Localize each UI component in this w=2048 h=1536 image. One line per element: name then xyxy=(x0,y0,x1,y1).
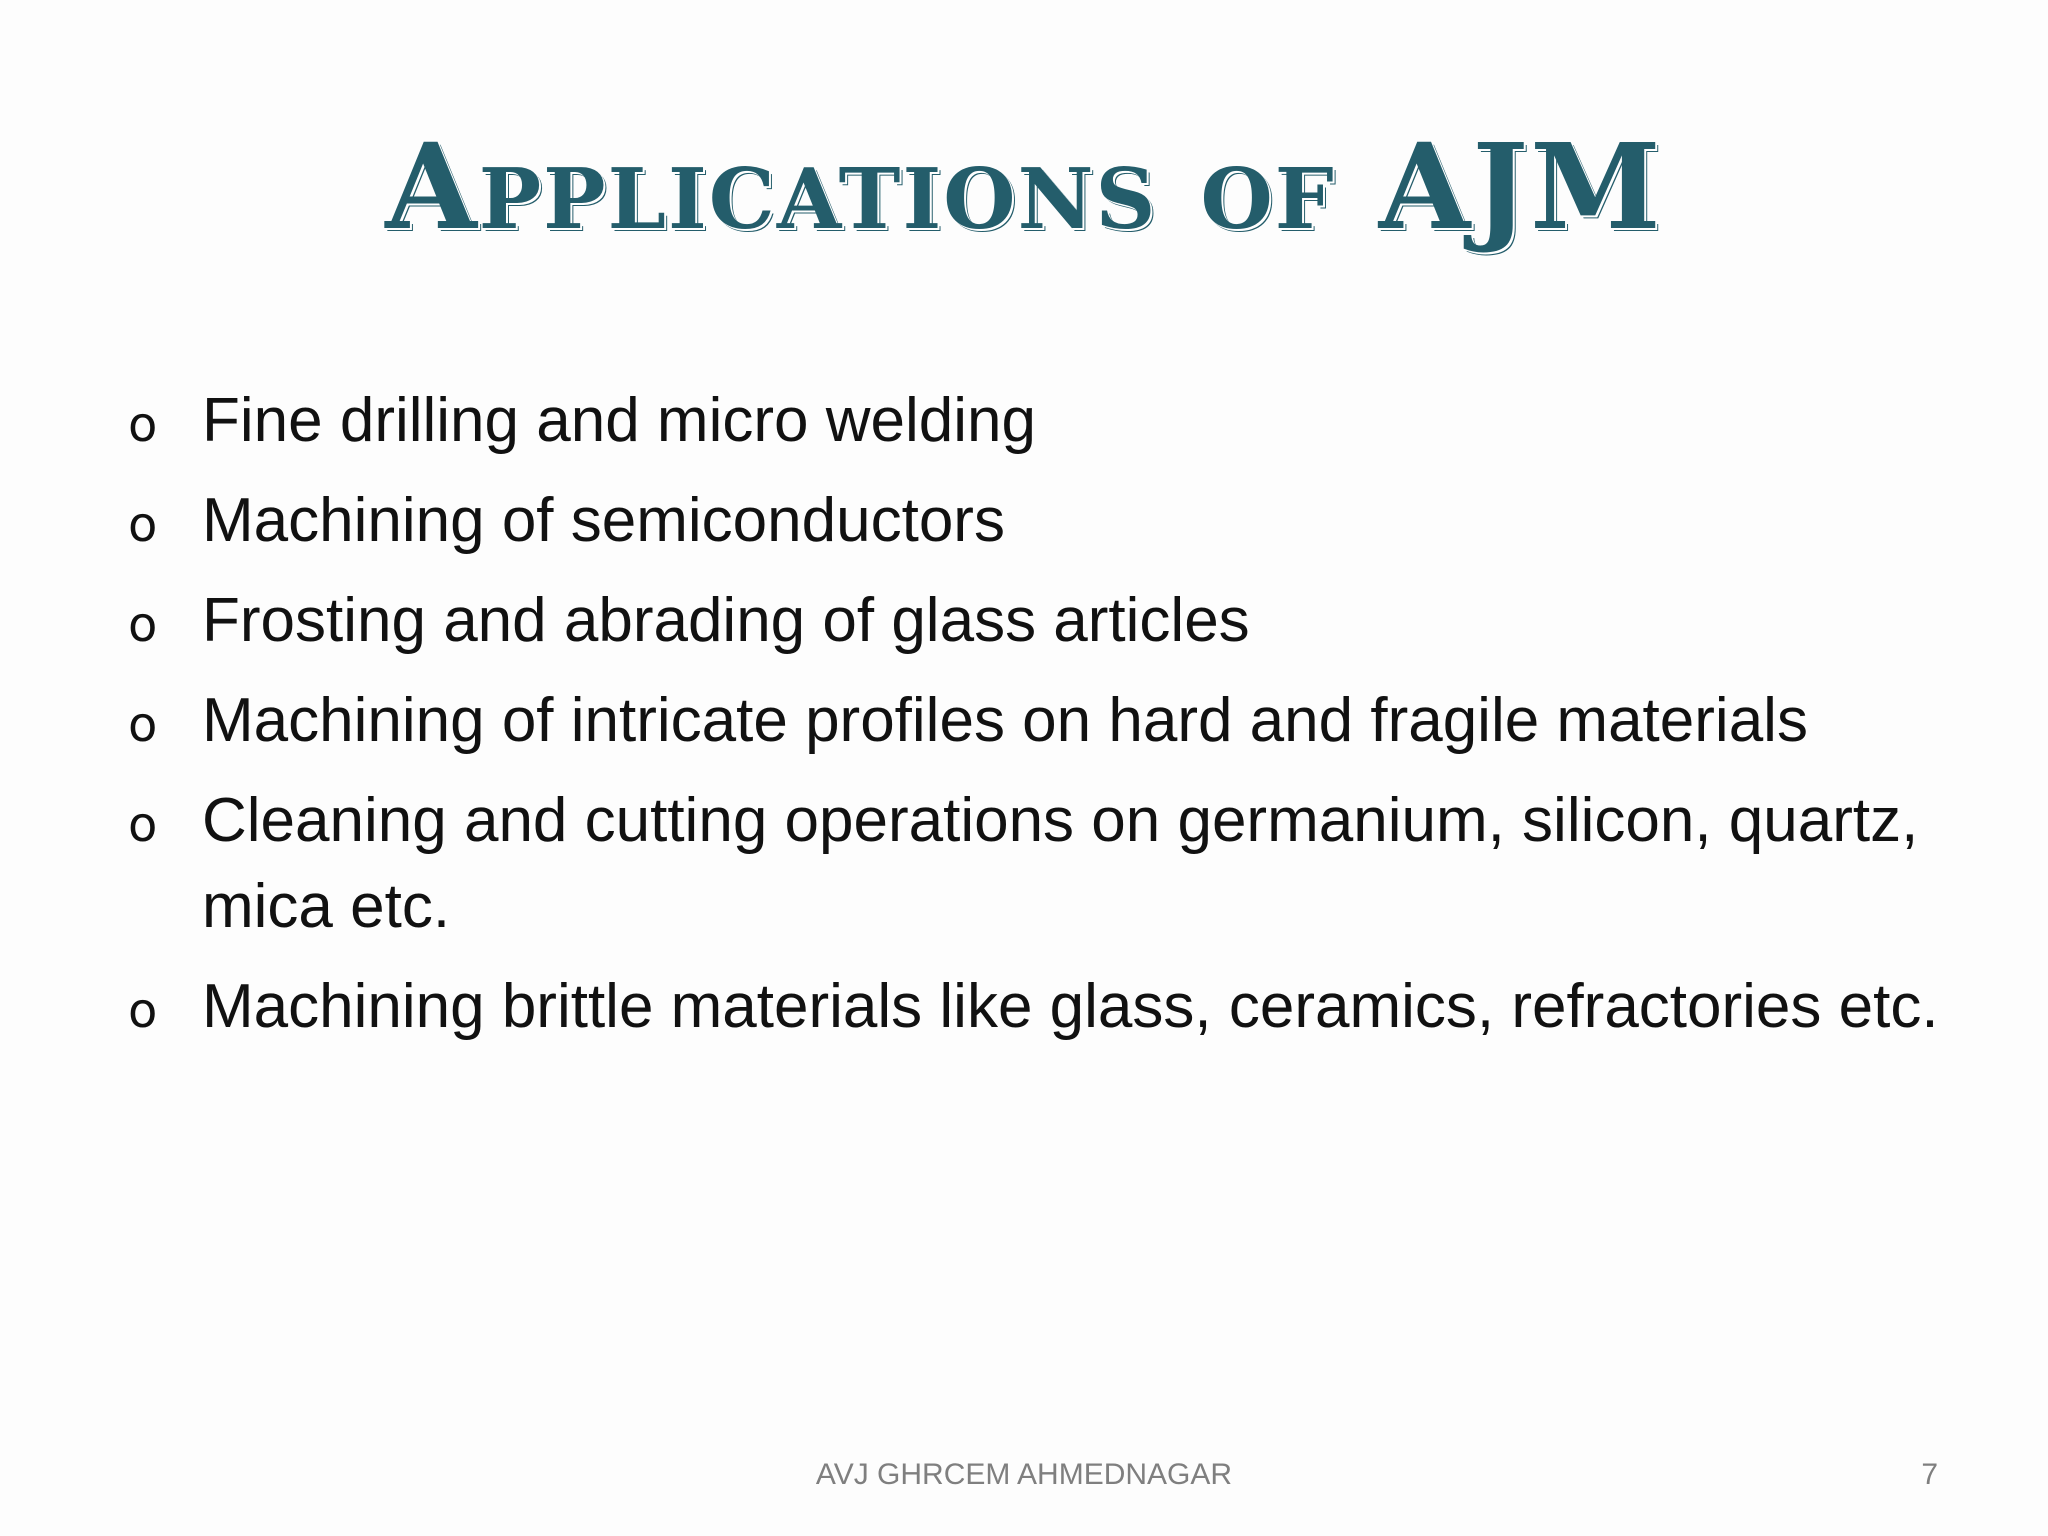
bullet-text: Frosting and abrading of glass articles xyxy=(202,586,1250,655)
bullet-marker-icon: o xyxy=(128,597,158,653)
page-number: 7 xyxy=(1921,1458,1938,1491)
bullet-text: Machining brittle materials like glass, ceramics, refractories etc. xyxy=(202,972,1939,1041)
bullet-text: Machining of intricate profiles on hard and fragile materials xyxy=(202,686,1808,755)
bullet-item xyxy=(122,964,1962,1050)
bullet-item xyxy=(122,378,1962,464)
bullet-marker-icon: o xyxy=(128,697,158,753)
slide-title: Applications of AJM xyxy=(385,117,1663,256)
bullet-marker-icon: o xyxy=(128,497,158,553)
footer-text: AVJ GHRCEM AHMEDNAGAR xyxy=(815,1458,1233,1491)
bullet-list xyxy=(122,378,1962,1064)
bullet-item xyxy=(122,578,1962,664)
bullet-item xyxy=(122,678,1962,764)
bullet-marker-icon: o xyxy=(128,983,158,1039)
bullet-text: Machining of semiconductors xyxy=(202,486,1005,555)
bullet-text: Fine drilling and micro welding xyxy=(202,386,1036,455)
bullet-item xyxy=(122,778,1962,950)
bullet-marker-icon: o xyxy=(128,797,158,853)
bullet-marker-icon: o xyxy=(128,397,158,453)
bullet-item xyxy=(122,478,1962,564)
bullet-text: Cleaning and cutting operations on germanium, silicon, quartz, mica etc. xyxy=(202,786,1919,941)
